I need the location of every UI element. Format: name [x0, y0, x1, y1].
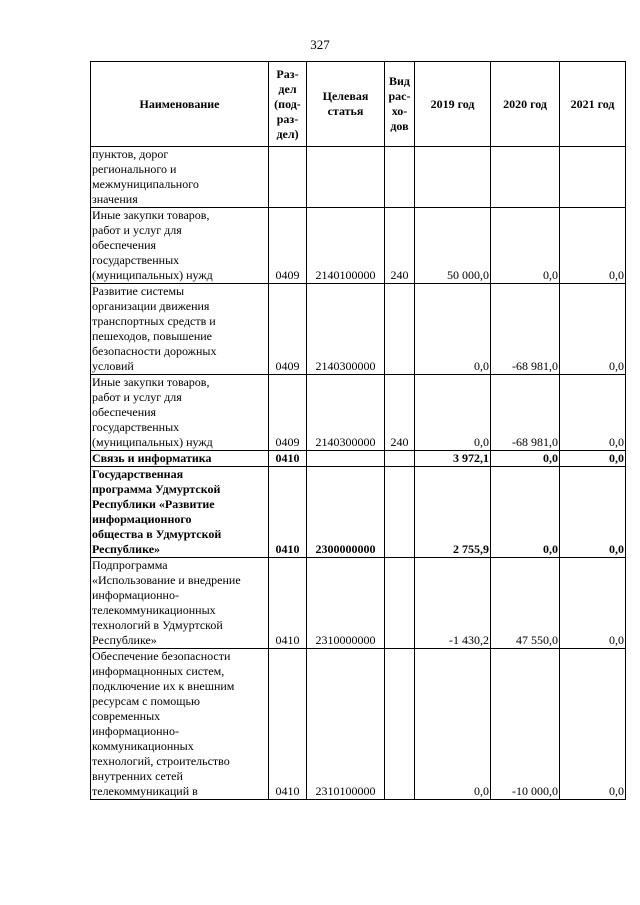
cell-name: Государственная программа Удмуртской Республики «Развитие информационного общества в Удмуртской Республике»	[91, 467, 269, 558]
cell-y2020	[491, 147, 560, 208]
budget-table	[90, 61, 626, 800]
cell-y2019: 2 755,9	[415, 467, 491, 558]
cell-section: 0409	[269, 375, 307, 451]
table-row	[91, 649, 626, 800]
table-body	[91, 147, 626, 800]
cell-name: Иные закупки товаров, работ и услуг для обеспечения государственных (муниципальных) нужд	[91, 375, 269, 451]
table-row	[91, 375, 626, 451]
cell-y2020: -68 981,0	[491, 284, 560, 375]
cell-target: 2140100000	[307, 208, 385, 284]
cell-name: Развитие системы организации движения транспортных средств и пешеходов, повышение безопасности дорожных условий	[91, 284, 269, 375]
cell-y2020: 47 550,0	[491, 558, 560, 649]
cell-expense	[385, 558, 415, 649]
cell-y2019: 0,0	[415, 284, 491, 375]
cell-section: 0409	[269, 208, 307, 284]
table-row	[91, 284, 626, 375]
cell-target	[307, 451, 385, 467]
cell-section	[269, 147, 307, 208]
cell-y2021: 0,0	[560, 451, 626, 467]
cell-expense	[385, 649, 415, 800]
cell-y2019: 50 000,0	[415, 208, 491, 284]
cell-y2021: 0,0	[560, 375, 626, 451]
header-2019: 2019 год	[415, 62, 491, 147]
page-number: 327	[310, 37, 330, 52]
cell-y2021: 0,0	[560, 649, 626, 800]
cell-expense	[385, 451, 415, 467]
header-2021: 2021 год	[560, 62, 626, 147]
cell-name: Обеспечение безопасности информацнонных систем, подключение их к внешним ресурсам с помощью современных информационно- коммуникационных технологий, строительство внутренних сетей телекоммуникаций в	[91, 649, 269, 800]
cell-target: 2310100000	[307, 649, 385, 800]
cell-section: 0409	[269, 284, 307, 375]
cell-y2020: 0,0	[491, 467, 560, 558]
header-target: Целевая статья	[307, 62, 385, 147]
cell-expense: 240	[385, 375, 415, 451]
cell-y2021	[560, 147, 626, 208]
cell-target	[307, 147, 385, 208]
cell-y2019: 0,0	[415, 649, 491, 800]
cell-section: 0410	[269, 649, 307, 800]
table-row	[91, 467, 626, 558]
cell-y2020: 0,0	[491, 451, 560, 467]
cell-expense	[385, 147, 415, 208]
header-section: Раз- дел (под- раз- дел)	[269, 62, 307, 147]
header-2020: 2020 год	[491, 62, 560, 147]
table-row	[91, 147, 626, 208]
table-header-row	[91, 62, 626, 147]
cell-expense	[385, 284, 415, 375]
cell-section: 0410	[269, 558, 307, 649]
cell-y2019: -1 430,2	[415, 558, 491, 649]
cell-y2021: 0,0	[560, 208, 626, 284]
cell-name: Связь и информатика	[91, 451, 269, 467]
cell-name: пунктов, дорог регионального и межмуниципального значения	[91, 147, 269, 208]
table-row	[91, 208, 626, 284]
cell-section: 0410	[269, 467, 307, 558]
cell-expense: 240	[385, 208, 415, 284]
cell-expense	[385, 467, 415, 558]
cell-name: Иные закупки товаров, работ и услуг для обеспечения государственных (муниципальных) нужд	[91, 208, 269, 284]
table-row	[91, 451, 626, 467]
cell-section: 0410	[269, 451, 307, 467]
cell-y2020: -10 000,0	[491, 649, 560, 800]
cell-y2019: 3 972,1	[415, 451, 491, 467]
table-row	[91, 558, 626, 649]
cell-target: 2140300000	[307, 375, 385, 451]
header-expense: Вид рас- хо- дов	[385, 62, 415, 147]
cell-y2019: 0,0	[415, 375, 491, 451]
cell-name: Подпрограмма «Использование и внедрение информационно- телекоммуникационных технологий в Удмуртской Республике»	[91, 558, 269, 649]
cell-y2021: 0,0	[560, 284, 626, 375]
cell-y2019	[415, 147, 491, 208]
header-name: Наименование	[91, 62, 269, 147]
cell-target: 2310000000	[307, 558, 385, 649]
cell-target: 2140300000	[307, 284, 385, 375]
cell-y2020: -68 981,0	[491, 375, 560, 451]
cell-y2020: 0,0	[491, 208, 560, 284]
cell-y2021: 0,0	[560, 467, 626, 558]
cell-y2021: 0,0	[560, 558, 626, 649]
cell-target: 2300000000	[307, 467, 385, 558]
